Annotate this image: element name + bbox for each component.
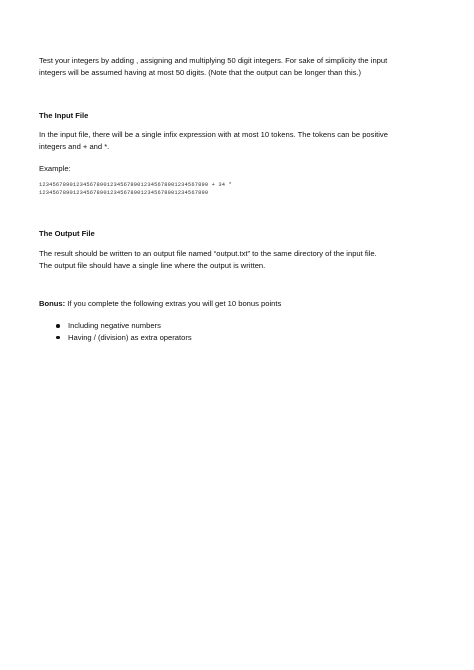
bonus-list (39, 320, 439, 343)
intro-line-1: Test your integers by adding , assigning and multiplying 50 digit integers. For sake of simplicity the input (39, 56, 388, 65)
bullet-icon (56, 336, 60, 340)
output-file-paragraph (39, 248, 439, 271)
bonus-line (39, 298, 439, 310)
example-line-2: 12345678901234567890123456789012345678901234567890 (39, 190, 209, 196)
example-label-block (39, 163, 439, 175)
bonus-text: If you complete the following extras you will get 10 bonus points (65, 299, 282, 308)
output-file-line-1: The result should be written to an output file named “output.txt” to the same directory of the input file. (39, 249, 377, 258)
input-file-heading: The Input File (39, 111, 89, 120)
example-code-block (39, 181, 439, 197)
intro-line-2: integers will be assumed having at most 50 digits. (Note that the output can be longer than this.) (39, 67, 362, 77)
bullet-icon (56, 324, 60, 328)
output-file-heading: The Output File (39, 229, 95, 238)
list-item (39, 332, 439, 344)
list-item (39, 320, 439, 332)
output-file-section (39, 228, 439, 239)
input-file-line-2: integers and + and *. (39, 141, 110, 151)
bonus-item-label: Having / (division) as extra operators (68, 332, 192, 342)
bonus-paragraph (39, 298, 439, 310)
example-label: Example: (39, 164, 71, 173)
input-file-line-1: In the input file, there will be a single infix expression with at most 10 tokens. The tokens can be positive (39, 130, 388, 139)
bonus-label: Bonus: (39, 299, 66, 308)
example-line-1: 12345678901234567890123456789012345678901234567890 + 34 * (39, 182, 232, 188)
bonus-item-label: Including negative numbers (68, 321, 161, 330)
input-file-paragraph (39, 129, 439, 152)
input-file-section (39, 110, 439, 121)
output-file-line-2: The output file should have a single line where the output is written. (39, 260, 266, 270)
intro-paragraph (39, 55, 439, 78)
